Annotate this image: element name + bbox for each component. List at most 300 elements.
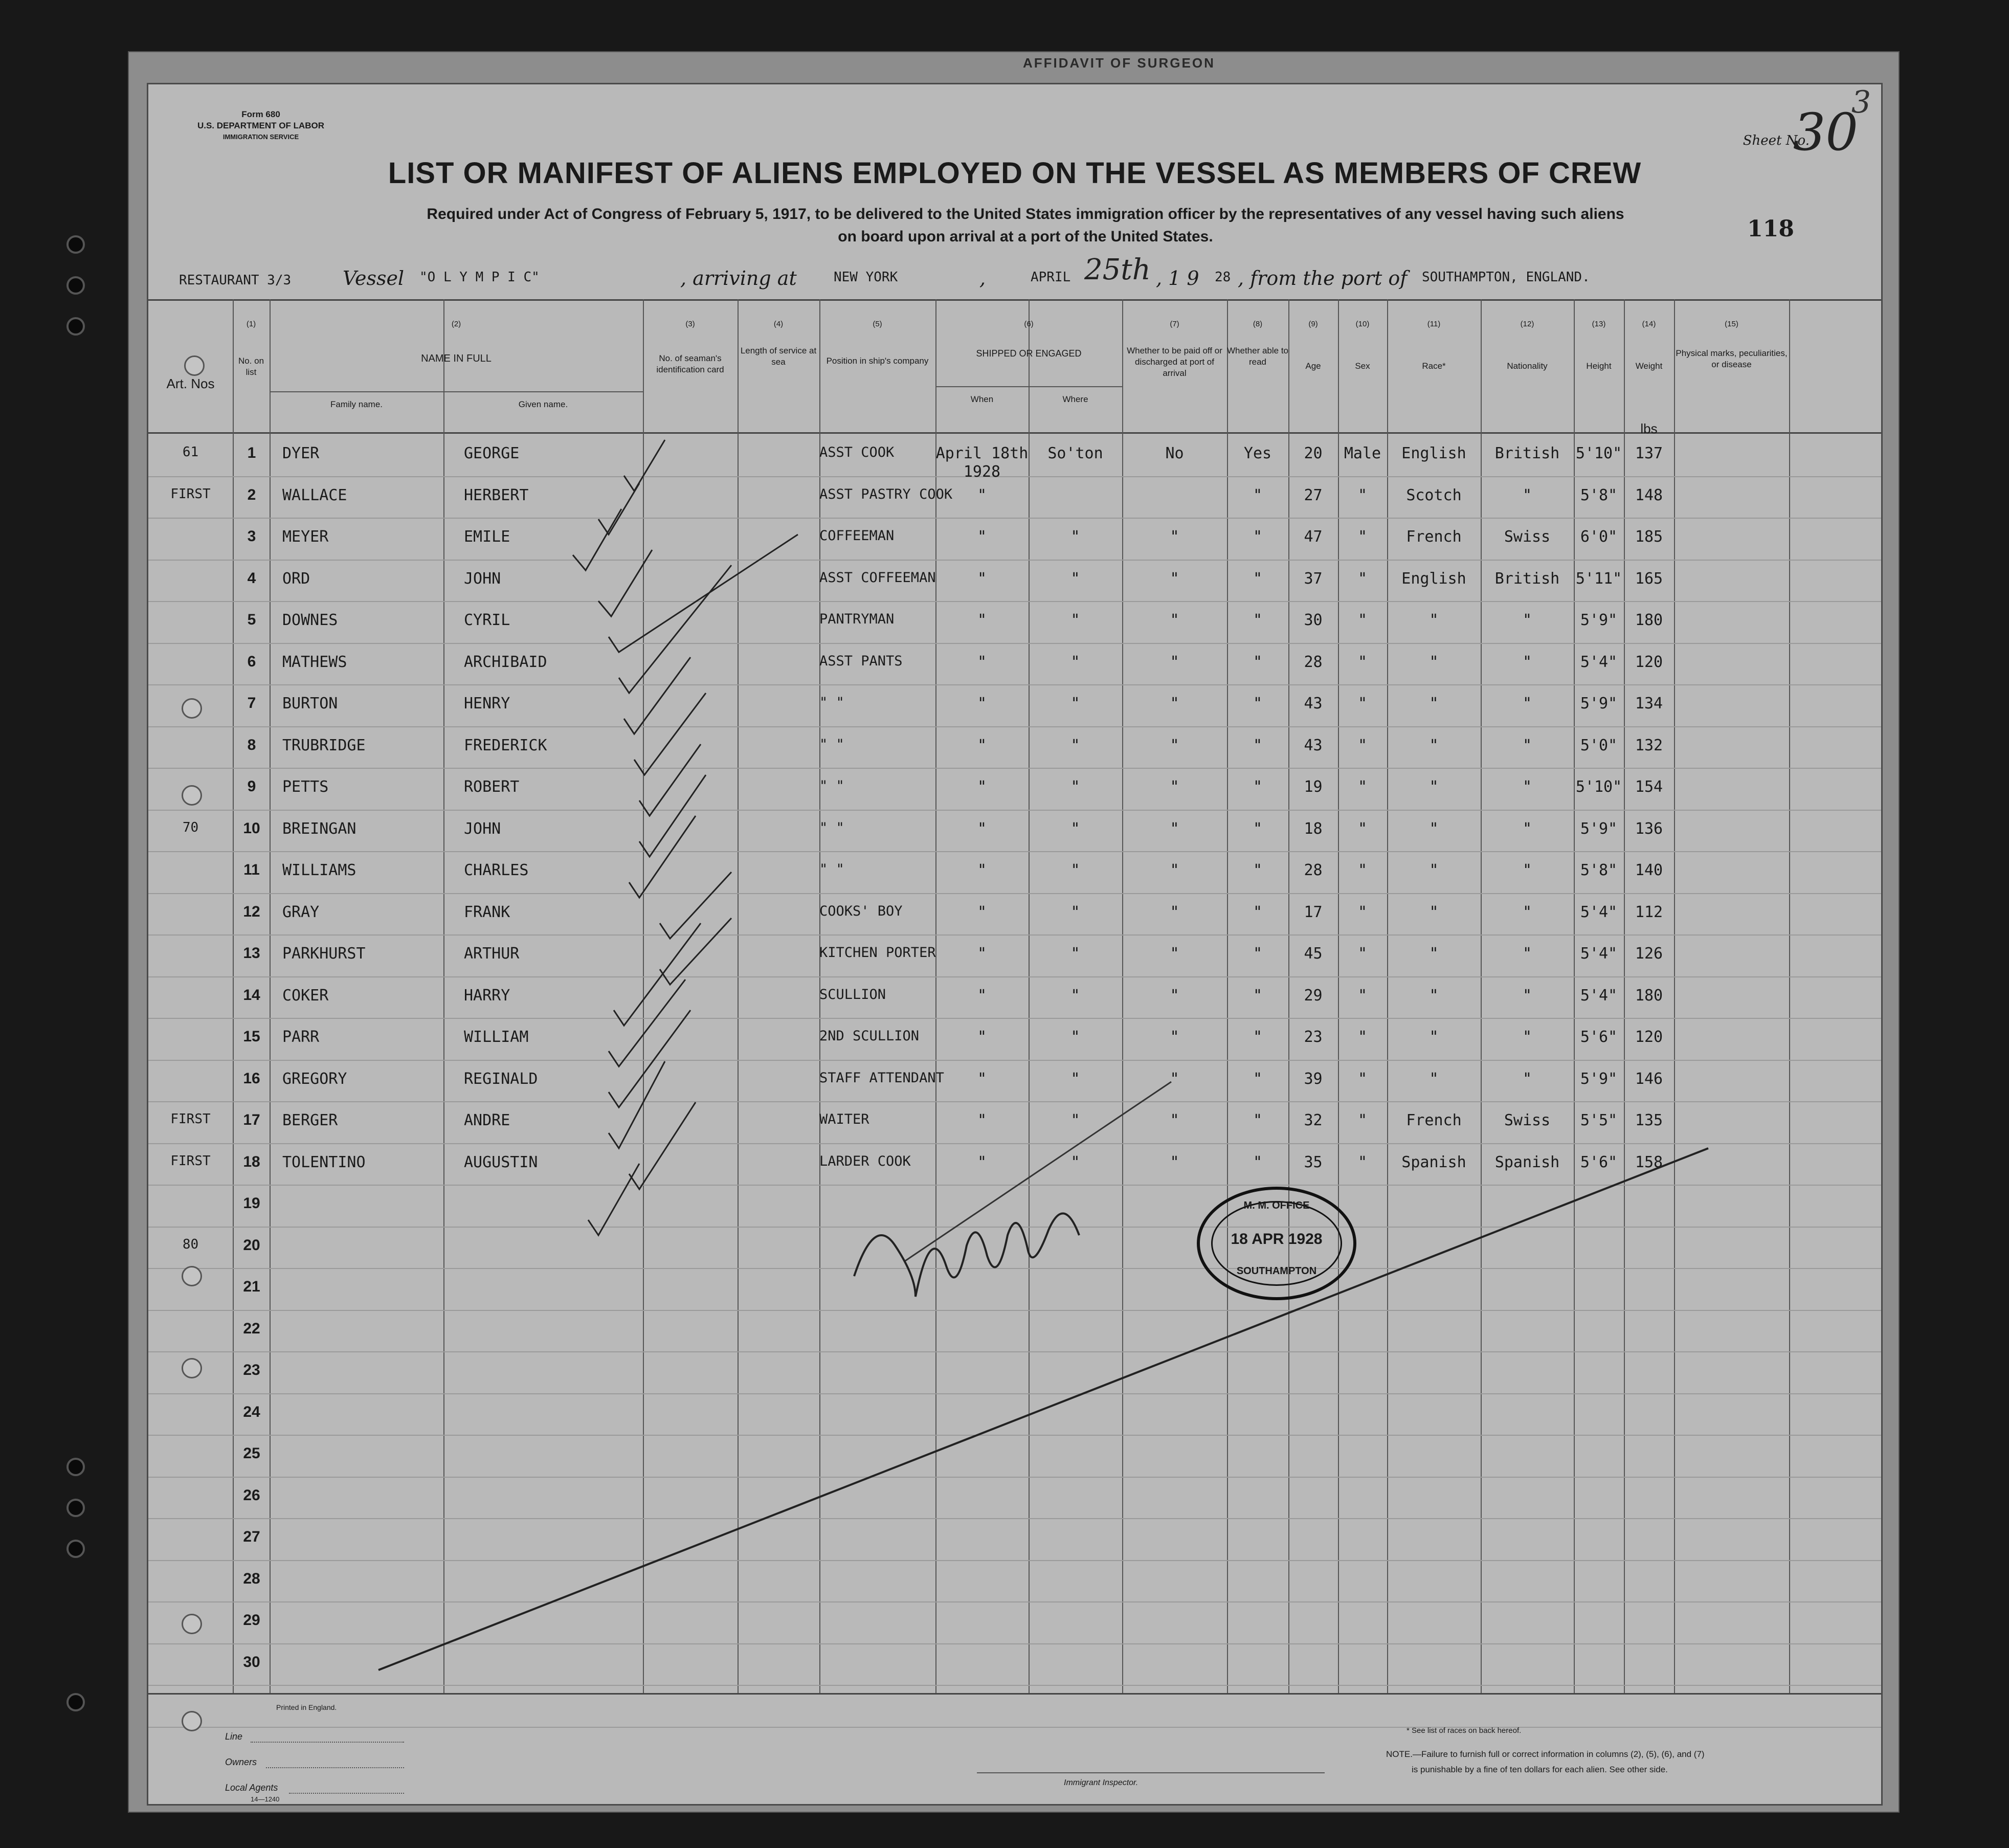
age: 20 xyxy=(1304,444,1323,462)
able-read: " xyxy=(1253,528,1263,546)
sex: Male xyxy=(1344,444,1381,462)
arrival-day: 25th xyxy=(1084,253,1151,286)
punch-hole xyxy=(66,1458,85,1476)
stamp-bottom: SOUTHAMPTON xyxy=(1236,1265,1317,1277)
shipped-where: " xyxy=(1070,986,1080,1005)
position: LARDER COOK xyxy=(819,1153,911,1169)
able-read: Yes xyxy=(1243,444,1272,462)
col-name-in-full: NAME IN FULL xyxy=(421,353,492,364)
family-name: COKER xyxy=(282,986,329,1005)
arrival-port: NEW YORK xyxy=(834,270,898,285)
able-read: " xyxy=(1253,569,1263,588)
weight: 140 xyxy=(1635,861,1663,879)
age: 35 xyxy=(1304,1153,1323,1171)
given-name: AUGUSTIN xyxy=(464,1153,538,1171)
paid-off: " xyxy=(1170,653,1179,671)
shipped-where: " xyxy=(1070,903,1080,921)
sex: " xyxy=(1357,486,1368,504)
year-prefix: , 1 9 xyxy=(1156,267,1199,290)
agents-rule xyxy=(289,1793,404,1794)
paid-off: " xyxy=(1170,778,1179,796)
age: 28 xyxy=(1304,653,1323,671)
column-number: (2) xyxy=(451,320,461,328)
art-number: FIRST xyxy=(170,486,211,502)
height: 5'9" xyxy=(1580,611,1618,629)
row-number: 2 xyxy=(247,486,256,503)
col-art-nos: Art. Nos xyxy=(166,376,215,391)
subtitle-line-2: on board upon arrival at a port of the United States. xyxy=(838,228,1213,245)
race: " xyxy=(1429,736,1439,754)
punch-hole xyxy=(66,317,85,336)
shipped-when: " xyxy=(977,778,987,796)
given-name: HERBERT xyxy=(464,486,529,504)
col-no-on-list: No. on list xyxy=(238,356,264,377)
race: " xyxy=(1429,903,1439,921)
checkmarks xyxy=(573,440,798,1235)
weight: 146 xyxy=(1635,1070,1663,1088)
col-weight: Weight xyxy=(1635,361,1663,371)
given-name: HENRY xyxy=(464,695,510,713)
family-name: PARKHURST xyxy=(282,945,366,963)
row-number: 29 xyxy=(243,1612,260,1629)
shipped-where: " xyxy=(1070,528,1080,546)
age: 45 xyxy=(1304,945,1323,963)
nationality: " xyxy=(1522,653,1532,671)
race: " xyxy=(1429,861,1439,879)
pencil-markings xyxy=(148,84,1881,1804)
signature-stroke xyxy=(905,1082,1171,1261)
col-family-name: Family name. xyxy=(330,399,383,409)
inspector-rule xyxy=(977,1772,1325,1773)
position: " " xyxy=(819,778,844,794)
given-name: CHARLES xyxy=(464,861,529,879)
weight: 136 xyxy=(1635,819,1663,838)
column-number: (7) xyxy=(1170,320,1179,328)
paid-off: No xyxy=(1165,444,1184,462)
shipped-when: " xyxy=(977,486,987,504)
sheet-number-label: Sheet No. xyxy=(1743,133,1810,148)
given-name: GEORGE xyxy=(464,444,520,462)
nationality: British xyxy=(1494,569,1560,588)
shipped-when: " xyxy=(977,611,987,629)
able-read: " xyxy=(1253,736,1263,754)
able-read: " xyxy=(1253,1153,1263,1171)
position: PANTRYMAN xyxy=(819,611,895,627)
stamp-date: 18 APR 1928 xyxy=(1231,1231,1323,1248)
race: " xyxy=(1429,653,1439,671)
owners-label: Owners xyxy=(225,1757,257,1767)
family-name: WILLIAMS xyxy=(282,861,356,879)
row-number: 11 xyxy=(243,861,260,878)
position: COFFEEMAN xyxy=(819,528,895,544)
sheet-top-mark: 3 xyxy=(1851,84,1871,120)
age: 43 xyxy=(1304,695,1323,713)
shipped-when: " xyxy=(977,1111,987,1129)
given-name: EMILE xyxy=(464,528,510,546)
family-name: BREINGAN xyxy=(282,819,356,838)
position: WAITER xyxy=(819,1111,869,1127)
nationality: " xyxy=(1522,945,1532,963)
family-name: TRUBRIDGE xyxy=(282,736,366,754)
weight: 120 xyxy=(1635,1028,1663,1046)
page-title: LIST OR MANIFEST OF ALIENS EMPLOYED ON THE VESSEL AS MEMBERS OF CREW xyxy=(388,157,1642,190)
height: 5'9" xyxy=(1580,695,1618,713)
shipped-where: " xyxy=(1070,653,1080,671)
able-read: " xyxy=(1253,1028,1263,1046)
sex: " xyxy=(1357,861,1368,879)
agents-code: 14—1240 xyxy=(251,1795,280,1803)
sex: " xyxy=(1357,778,1368,796)
nationality: " xyxy=(1522,1070,1532,1088)
able-read: " xyxy=(1253,653,1263,671)
race: English xyxy=(1401,569,1466,588)
given-name: ARCHIBAID xyxy=(464,653,547,671)
nationality: " xyxy=(1522,986,1532,1005)
art-number: 80 xyxy=(182,1236,199,1252)
sex: " xyxy=(1357,819,1368,838)
printed-note: Printed in England. xyxy=(276,1703,337,1711)
row-number: 20 xyxy=(243,1236,260,1254)
position: " " xyxy=(819,736,844,752)
row-number: 15 xyxy=(243,1028,260,1045)
penalty-note-2: is punishable by a fine of ten dollars for each alien. See other side. xyxy=(1412,1765,1668,1774)
race: " xyxy=(1429,778,1439,796)
nationality: " xyxy=(1522,861,1532,879)
nationality: Swiss xyxy=(1504,1111,1551,1129)
nationality: " xyxy=(1522,778,1532,796)
paid-off: " xyxy=(1170,1111,1179,1129)
shipped-when: " xyxy=(977,861,987,879)
weight: 154 xyxy=(1635,778,1663,796)
position: ASST COFFEEMAN xyxy=(819,569,936,586)
paid-off: " xyxy=(1170,569,1179,588)
cross-out-line xyxy=(378,1148,1708,1670)
row-number: 8 xyxy=(247,736,256,753)
position: COOKS' BOY xyxy=(819,903,903,919)
col-paid-off: Whether to be paid off or discharged at port of arrival xyxy=(1127,346,1222,378)
line-label: Line xyxy=(225,1731,243,1742)
department-label: RESTAURANT 3/3 xyxy=(179,273,292,288)
shipped-when: " xyxy=(977,569,987,588)
height: 5'4" xyxy=(1580,986,1618,1005)
shipped-where: " xyxy=(1070,861,1080,879)
paid-off: " xyxy=(1170,986,1179,1005)
inspector-label: Immigrant Inspector. xyxy=(1064,1778,1139,1787)
height: 5'6" xyxy=(1580,1153,1618,1171)
position: " " xyxy=(819,695,844,710)
office-stamp xyxy=(1197,1187,1356,1300)
departure-port: SOUTHAMPTON, ENGLAND. xyxy=(1422,270,1590,285)
paid-off: " xyxy=(1170,861,1179,879)
weight: 185 xyxy=(1635,528,1663,546)
age: 27 xyxy=(1304,486,1323,504)
arriving-label: , arriving at xyxy=(680,267,797,290)
column-number: (13) xyxy=(1592,320,1606,328)
shipped-year: 1928 xyxy=(963,463,1001,481)
given-name: ROBERT xyxy=(464,778,520,796)
nationality: " xyxy=(1522,695,1532,713)
weight: 180 xyxy=(1635,611,1663,629)
col-shipped-engaged: SHIPPED OR ENGAGED xyxy=(976,348,1082,359)
paid-off: " xyxy=(1170,695,1179,713)
position: ASST PANTS xyxy=(819,653,903,669)
family-name: MATHEWS xyxy=(282,653,347,671)
art-number: 70 xyxy=(182,819,199,835)
weight: 134 xyxy=(1635,695,1663,713)
nationality: " xyxy=(1522,611,1532,629)
age: 18 xyxy=(1304,819,1323,838)
row-number: 19 xyxy=(243,1195,260,1212)
punch-hole xyxy=(66,1499,85,1517)
given-name: CYRIL xyxy=(464,611,510,629)
inspector-signature xyxy=(854,1213,1079,1297)
paid-off: " xyxy=(1170,1153,1179,1171)
position: 2ND SCULLION xyxy=(819,1028,920,1044)
row-number: 27 xyxy=(243,1528,260,1545)
art-number: FIRST xyxy=(170,1111,211,1127)
punch-hole xyxy=(66,1540,85,1558)
able-read: " xyxy=(1253,819,1263,838)
row-number: 24 xyxy=(243,1403,260,1420)
column-number: (15) xyxy=(1725,320,1738,328)
shipped-where: " xyxy=(1070,778,1080,796)
given-name: ANDRE xyxy=(464,1111,510,1129)
column-number: (6) xyxy=(1024,320,1034,328)
shipped-when: " xyxy=(977,1070,987,1088)
age: 29 xyxy=(1304,986,1323,1005)
height: 5'10" xyxy=(1575,444,1622,462)
col-given-name: Given name. xyxy=(518,399,568,409)
paid-off: " xyxy=(1170,903,1179,921)
family-name: MEYER xyxy=(282,528,329,546)
shipped-where: " xyxy=(1070,945,1080,963)
row-number: 28 xyxy=(243,1570,260,1587)
sex: " xyxy=(1357,1070,1368,1088)
given-name: FRANK xyxy=(464,903,510,921)
family-name: PARR xyxy=(282,1028,320,1046)
row-number: 9 xyxy=(247,778,256,795)
sex: " xyxy=(1357,1028,1368,1046)
punch-hole xyxy=(66,235,85,254)
weight: 132 xyxy=(1635,736,1663,754)
given-name: HARRY xyxy=(464,986,510,1005)
punch-hole xyxy=(66,276,85,295)
shipped-where: " xyxy=(1070,1111,1080,1129)
age: 39 xyxy=(1304,1070,1323,1088)
col-where: Where xyxy=(1062,394,1088,404)
col-age: Age xyxy=(1305,361,1321,371)
row-number: 14 xyxy=(243,986,260,1004)
row-number: 16 xyxy=(243,1070,260,1087)
year-suffix: 28 xyxy=(1215,270,1231,285)
art-number: FIRST xyxy=(170,1153,211,1169)
height: 5'10" xyxy=(1575,778,1622,796)
line-rule xyxy=(251,1742,404,1743)
sheet-number: 30 xyxy=(1793,102,1858,162)
position: SCULLION xyxy=(819,986,886,1003)
age: 43 xyxy=(1304,736,1323,754)
age: 32 xyxy=(1304,1111,1323,1129)
height: 5'11" xyxy=(1575,569,1622,588)
paid-off: " xyxy=(1170,819,1179,838)
paid-off: " xyxy=(1170,528,1179,546)
form-number: Form 680 xyxy=(241,109,280,119)
shipped-when: " xyxy=(977,986,987,1005)
given-name: JOHN xyxy=(464,569,501,588)
col-able-read: Whether able to read xyxy=(1227,346,1289,367)
column-number: (8) xyxy=(1253,320,1263,328)
nationality: Swiss xyxy=(1504,528,1551,546)
family-name: DYER xyxy=(282,444,320,462)
age: 28 xyxy=(1304,861,1323,879)
able-read: " xyxy=(1253,1070,1263,1088)
shipped-when: " xyxy=(977,528,987,546)
sex: " xyxy=(1357,986,1368,1005)
paid-off: " xyxy=(1170,736,1179,754)
sex: " xyxy=(1357,945,1368,963)
punch-hole xyxy=(66,1693,85,1711)
family-name: BURTON xyxy=(282,695,338,713)
nationality: " xyxy=(1522,903,1532,921)
shipped-where: " xyxy=(1070,569,1080,588)
nationality: " xyxy=(1522,1028,1532,1046)
agents-label: Local Agents xyxy=(225,1783,278,1793)
able-read: " xyxy=(1253,986,1263,1005)
race: " xyxy=(1429,1028,1439,1046)
position: KITCHEN PORTER xyxy=(819,945,936,961)
column-number: (14) xyxy=(1642,320,1656,328)
shipped-where: " xyxy=(1070,1153,1080,1171)
shipped-when: " xyxy=(977,653,987,671)
family-name: GREGORY xyxy=(282,1070,347,1088)
vessel-name: "O L Y M P I C" xyxy=(419,270,540,285)
weight: 112 xyxy=(1635,903,1663,921)
col-length-service: Length of service at sea xyxy=(740,346,817,367)
paid-off: " xyxy=(1170,611,1179,629)
page-code: 118 xyxy=(1747,216,1794,242)
sex: " xyxy=(1357,653,1368,671)
sex: " xyxy=(1357,736,1368,754)
sex: " xyxy=(1357,528,1368,546)
family-name: GRAY xyxy=(282,903,320,921)
given-name: JOHN xyxy=(464,819,501,838)
race: French xyxy=(1406,528,1462,546)
sex: " xyxy=(1357,695,1368,713)
column-number: (12) xyxy=(1520,320,1534,328)
race: English xyxy=(1401,444,1466,462)
race: " xyxy=(1429,695,1439,713)
race: French xyxy=(1406,1111,1462,1129)
weight: 137 xyxy=(1635,444,1663,462)
family-name: PETTS xyxy=(282,778,329,796)
sex: " xyxy=(1357,903,1368,921)
height: 5'9" xyxy=(1580,819,1618,838)
row-number: 6 xyxy=(247,653,256,670)
height: 5'6" xyxy=(1580,1028,1618,1046)
given-name: WILLIAM xyxy=(464,1028,529,1046)
height: 6'0" xyxy=(1580,528,1618,546)
weight: 158 xyxy=(1635,1153,1663,1171)
able-read: " xyxy=(1253,778,1263,796)
paid-off: " xyxy=(1170,1028,1179,1046)
nationality: " xyxy=(1522,736,1532,754)
race: " xyxy=(1429,819,1439,838)
weight: 180 xyxy=(1635,986,1663,1005)
height: 5'0" xyxy=(1580,736,1618,754)
race: " xyxy=(1429,1070,1439,1088)
weight: 165 xyxy=(1635,569,1663,588)
nationality: Spanish xyxy=(1494,1153,1560,1171)
penalty-note-1: NOTE.—Failure to furnish full or correct information in columns (2), (5), (6), and (7) xyxy=(1386,1749,1705,1759)
given-name: ARTHUR xyxy=(464,945,520,963)
row-number: 25 xyxy=(243,1445,260,1462)
able-read: " xyxy=(1253,903,1263,921)
nationality: " xyxy=(1522,486,1532,504)
family-name: WALLACE xyxy=(282,486,347,504)
shipped-when: " xyxy=(977,819,987,838)
nationality: British xyxy=(1494,444,1560,462)
race: Scotch xyxy=(1406,486,1462,504)
row-number: 23 xyxy=(243,1362,260,1378)
able-read: " xyxy=(1253,861,1263,879)
shipped-where: So'ton xyxy=(1047,444,1103,462)
able-read: " xyxy=(1253,1111,1263,1129)
stamp-top: M. M. OFFICE xyxy=(1243,1200,1310,1211)
column-number: (4) xyxy=(773,320,784,328)
shipped-when: " xyxy=(977,1153,987,1171)
weight: 135 xyxy=(1635,1111,1663,1129)
from-label: , from the port of xyxy=(1238,267,1408,290)
column-number: (10) xyxy=(1355,320,1370,328)
row-number: 5 xyxy=(247,611,256,628)
shipped-when: " xyxy=(977,695,987,713)
height: 5'8" xyxy=(1580,861,1618,879)
paid-off: " xyxy=(1170,1070,1179,1088)
shipped-when: " xyxy=(977,1028,987,1046)
age: 23 xyxy=(1304,1028,1323,1046)
back-sheet-title: AFFIDAVIT OF SURGEON xyxy=(1023,55,1215,71)
height: 5'8" xyxy=(1580,486,1618,504)
row-number: 3 xyxy=(247,528,256,545)
weight-unit: lbs xyxy=(1640,421,1658,436)
art-number: 61 xyxy=(182,444,199,460)
row-number: 22 xyxy=(243,1320,260,1337)
able-read: " xyxy=(1253,695,1263,713)
shipped-when: " xyxy=(977,945,987,963)
height: 5'4" xyxy=(1580,903,1618,921)
column-number: (3) xyxy=(685,320,695,328)
row-number: 18 xyxy=(243,1153,260,1170)
position: ASST COOK xyxy=(819,444,895,460)
shipped-when: April 18th xyxy=(935,444,1029,462)
shipped-when: " xyxy=(977,903,987,921)
row-number: 1 xyxy=(247,444,256,461)
age: 47 xyxy=(1304,528,1323,546)
shipped-where: " xyxy=(1070,611,1080,629)
family-name: TOLENTINO xyxy=(282,1153,366,1171)
row-number: 26 xyxy=(243,1486,260,1504)
arrival-month: APRIL xyxy=(1031,270,1071,285)
col-height: Height xyxy=(1586,361,1612,371)
shipped-where: " xyxy=(1070,819,1080,838)
col-position: Position in ship's company xyxy=(826,356,929,366)
vessel-label: Vessel xyxy=(343,267,405,290)
sex: " xyxy=(1357,1111,1368,1129)
family-name: BERGER xyxy=(282,1111,338,1129)
column-number: (11) xyxy=(1427,320,1441,328)
able-read: " xyxy=(1253,611,1263,629)
column-number: (9) xyxy=(1308,320,1318,328)
